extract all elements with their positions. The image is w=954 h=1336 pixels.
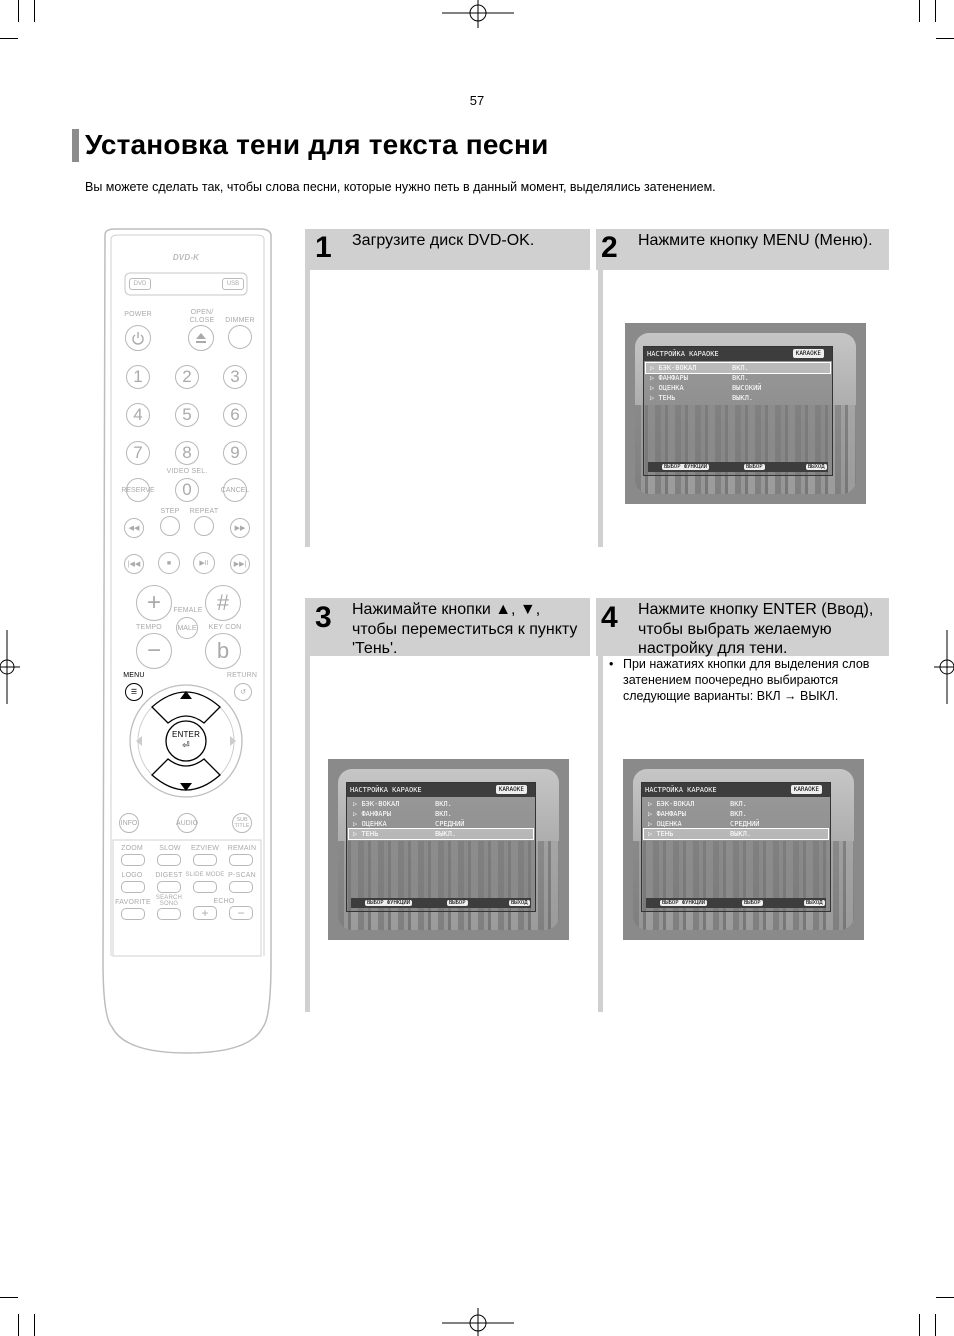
stop-button[interactable] (158, 552, 180, 574)
page-title: Установка тени для текста песни (85, 129, 549, 160)
menu-label: MENU (123, 672, 145, 679)
step-3-number: 3 (315, 601, 332, 634)
plus-icon: + (146, 589, 161, 616)
power-icon (131, 331, 145, 345)
skip-back-icon: |◀◀ (127, 561, 141, 568)
search-song-label: SEARCH SONG (155, 895, 183, 907)
favorite-label: FAVORITE (115, 899, 151, 906)
digit-8-button[interactable]: 8 (175, 441, 199, 465)
slow-button[interactable] (157, 854, 181, 866)
p-scan-label: P-SCAN (228, 872, 256, 879)
female-label: FEMALE (173, 607, 203, 614)
karaoke-setup-menu: НАСТРОЙКА КАРАОКЕ KARAOKE ▷ БЭК-ВОКАЛ ВКЛ. ▷ ФАНФАРЫ ВКЛ. ▷ ОЦЕНКА СРЕДНИЙ ▷ ТЕНЬ ВЫКЛ. ВЫБОР ФУНКЦИИ ВЫБОР ВЫХОД (346, 782, 536, 912)
fast-forward-button[interactable] (230, 518, 250, 538)
step-2-header (596, 229, 889, 270)
key-con-label: KEY CON (208, 624, 242, 631)
digit-5-button[interactable]: 5 (175, 403, 199, 427)
step-3-text: Нажимайте кнопки ▲, ▼, чтобы переместиться к пункту 'Тень'. (352, 601, 578, 657)
step-label: STEP (160, 508, 180, 515)
echo-up-button[interactable]: + (193, 906, 217, 920)
ezview-button[interactable] (193, 854, 217, 866)
repeat-button[interactable] (194, 516, 214, 536)
registration-mark-right (934, 630, 954, 704)
step-3-rule (305, 598, 310, 1012)
logo-button[interactable] (121, 881, 145, 893)
slow-label: SLOW (159, 845, 181, 852)
step-4-note-text: При нажатиях кнопки для выделения слов затенением поочередно выбираются следующие варианты: ВКЛ → ВЫКЛ. (623, 657, 870, 703)
video-sel-label: VIDEO SEL. (166, 468, 208, 475)
previous-button[interactable] (124, 554, 144, 574)
power-button[interactable] (125, 325, 151, 351)
p-scan-button[interactable] (229, 881, 253, 893)
step-4-number: 4 (601, 601, 618, 634)
enter-icon: ⏎ (182, 740, 190, 750)
step-1-header (310, 229, 590, 270)
bullet-icon: • (609, 657, 614, 671)
return-label: RETURN (226, 672, 258, 679)
digest-label: DIGEST (155, 872, 183, 879)
tempo-label: TEMPO (136, 624, 162, 631)
step-3-header (310, 598, 590, 656)
digit-1-button[interactable]: 1 (126, 365, 150, 389)
menu-icon: ☰ (130, 689, 138, 696)
usb-tab[interactable]: USB (222, 278, 244, 290)
play-pause-icon: ▶II (199, 560, 209, 567)
key-sharp-button[interactable] (205, 585, 241, 621)
key-flat-button[interactable] (205, 633, 241, 669)
repeat-label: REPEAT (189, 508, 219, 515)
step-1-text: Загрузите диск DVD-OK. (352, 232, 535, 249)
rewind-button[interactable] (124, 518, 144, 538)
echo-down-button[interactable]: − (229, 906, 253, 920)
karaoke-setup-menu: НАСТРОЙКА КАРАОКЕ KARAOKE ▷ БЭК-ВОКАЛ ВКЛ. ▷ ФАНФАРЫ ВКЛ. ▷ ОЦЕНКА СРЕДНИЙ ▷ ТЕНЬ ВЫКЛ. ВЫБОР ФУНКЦИИ ВЫБОР ВЫХОД (641, 782, 831, 912)
eject-icon (195, 332, 207, 344)
dimmer-button[interactable] (228, 325, 252, 349)
dvd-tab[interactable]: DVD (129, 278, 151, 290)
intro-text: Вы можете сделать так, чтобы слова песни, которые нужно петь в данный момент, выделялись затенением. (85, 180, 716, 194)
step-4-text: Нажмите кнопку ENTER (Ввод), чтобы выбрать желаемую настройку для тени. (638, 601, 874, 657)
registration-mark-bottom (442, 1308, 514, 1336)
open-close-label: OPEN/ CLOSE (189, 309, 215, 324)
remain-label: REMAIN (227, 845, 257, 852)
logo-label: LOGO (121, 872, 143, 879)
slide-mode-label: SLIDE MODE (185, 872, 225, 878)
echo-label: ECHO (213, 898, 235, 905)
digest-button[interactable] (157, 881, 181, 893)
cancel-button[interactable]: CANCEL (223, 478, 247, 502)
title-accent-bar (72, 129, 79, 162)
step-1-number: 1 (315, 231, 332, 264)
remote-body-outline (95, 227, 280, 1059)
subtitle-button[interactable]: SUB TITLE (232, 813, 252, 833)
step-2-text: Нажмите кнопку MENU (Меню). (638, 232, 873, 249)
power-label: POWER (124, 311, 152, 318)
digit-2-button[interactable]: 2 (175, 365, 199, 389)
registration-mark-top (442, 0, 514, 30)
male-button[interactable]: MALE (176, 617, 198, 639)
stop-icon: ■ (166, 559, 172, 567)
tempo-down-button[interactable] (136, 633, 172, 669)
step-2-rule (598, 270, 603, 547)
step-1-rule (305, 229, 310, 547)
remote-logo: DVD-K (172, 253, 200, 262)
registration-mark-left (0, 630, 20, 704)
slide-mode-button[interactable] (193, 881, 217, 893)
reserve-button[interactable]: RESERVE (126, 478, 150, 502)
next-button[interactable] (230, 554, 250, 574)
digit-9-button[interactable]: 9 (223, 441, 247, 465)
zoom-label: ZOOM (121, 845, 143, 852)
audio-button[interactable]: AUDIO (177, 813, 197, 833)
open-close-button[interactable] (188, 325, 214, 351)
zoom-button[interactable] (121, 854, 145, 866)
step-2-number: 2 (601, 231, 618, 264)
digit-7-button[interactable]: 7 (126, 441, 150, 465)
step-4-header (596, 598, 889, 656)
rewind-icon: ◀◀ (128, 525, 140, 532)
tv-screen-step-3 (328, 759, 569, 940)
remain-button[interactable] (229, 854, 253, 866)
skip-forward-icon: ▶▶| (233, 561, 247, 568)
search-song-button[interactable] (157, 908, 181, 920)
flat-icon: b (216, 638, 230, 663)
page-number: 57 (469, 93, 485, 108)
dimmer-label: DIMMER (225, 317, 255, 324)
ezview-label: EZVIEW (190, 845, 220, 852)
fast-forward-icon: ▶▶ (234, 525, 246, 532)
digit-3-button[interactable]: 3 (223, 365, 247, 389)
step-button[interactable] (160, 516, 180, 536)
karaoke-setup-menu: НАСТРОЙКА КАРАОКЕ KARAOKE ▷ БЭК-ВОКАЛ ВКЛ. ▷ ФАНФАРЫ ВКЛ. ▷ ОЦЕНКА ВЫСОКИЙ ▷ ТЕНЬ ВЫКЛ. ВЫБОР ФУНКЦИИ ВЫБОР ВЫХОД (643, 346, 833, 476)
return-icon: ↺ (240, 689, 246, 696)
play-pause-button[interactable] (193, 552, 215, 574)
tempo-up-button[interactable] (136, 585, 172, 621)
digit-0-button[interactable]: 0 (175, 478, 199, 502)
enter-label: ENTER (171, 730, 201, 739)
minus-icon: − (146, 637, 161, 664)
info-button[interactable]: INFO (119, 813, 139, 833)
remote-control (95, 227, 280, 1059)
tv-screen-step-4 (623, 759, 864, 940)
step-4-rule (598, 656, 603, 1012)
digit-4-button[interactable]: 4 (126, 403, 150, 427)
sharp-icon: # (216, 590, 230, 615)
tv-screen-step-2 (625, 323, 866, 504)
favorite-button[interactable] (121, 908, 145, 920)
digit-6-button[interactable]: 6 (223, 403, 247, 427)
